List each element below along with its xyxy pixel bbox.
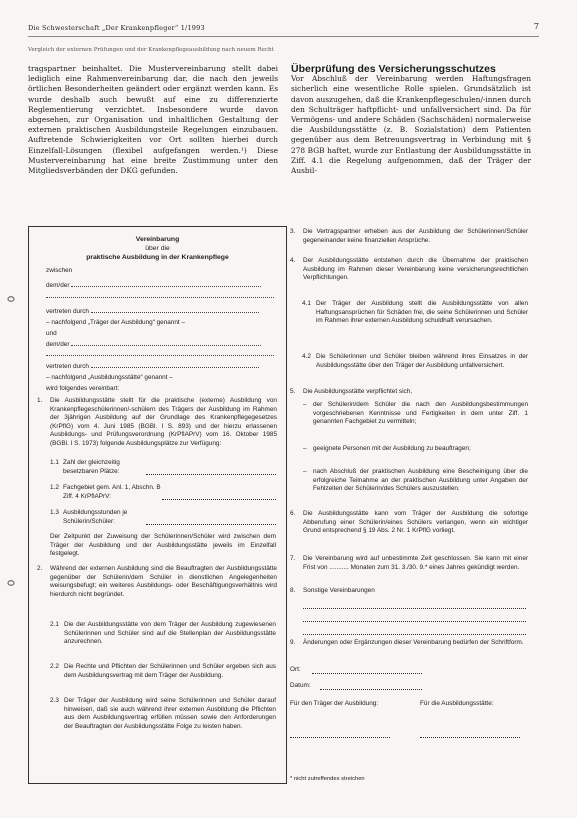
journal-header: Die Schwesterschaft „Der Krankenpfleger“ 1/1993 <box>28 24 205 32</box>
place-field[interactable]: Ort: <box>290 666 528 676</box>
clause-5-dash-3: – nach Abschluß der praktischen Ausbildung eine Bescheinigung über die erfolgreiche Teilnahme an der praktischen Ausbildung unter Angaben der Fehlzeiten der Schülerin/des Schülers auszustellen. <box>303 468 528 493</box>
clause-7: 7. Die Vereinbarung wird auf unbestimmte Zeit geschlossen. Sie kann mit einer Frist von ........... Monaten zum 31. 3./30. 9.* eines Jahres gekündigt werden. <box>290 555 528 571</box>
signature-traeger[interactable]: Für den Träger der Ausbildung: <box>290 700 379 707</box>
clause-4-2: 4.2 Die Schülerinnen und Schüler bleiben während ihres Einsatzes in der Ausbildungsstätte über den Träger der Ausbildung unfallversichert. <box>302 353 528 369</box>
section-title: Überprüfung des Versicherungsschutzes <box>291 63 496 75</box>
clause-5-dash-2: – geeignete Personen mit der Ausbildung zu beauftragen; <box>303 445 471 452</box>
clause-1-1[interactable]: 1.1 Zahl der gleichzeitig besetzbaren Plätze: <box>50 459 276 479</box>
clause-5: 5. Die Ausbildungsstätte verpflichtet sich, <box>290 388 413 395</box>
body-text-left: tragspartner beinhaltet. Die Mustervereinbarung stellt dabei lediglich eine Rahmenvereinbarung dar, die nach den jeweils örtlichen Besonderheiten geändert oder ergänzt werden kann. Es wurde deshalb auch bewußt auf eine zu differenzierte Reglementierung verzichtet. Insbesondere wurde davon abgesehen, zur Organisation und inhaltlichen Gestaltung der externen praktischen Ausbildungsteile Regelungen einzubauen. Auftretende Schwierigkeiten vor Ort sollten hierbei durch Einzelfall-Lösungen (flexibel aufgefangen werden.¹) Diese Mustervereinbarung hat eine breite Zustimmung unter den Mitgliedsverbänden der DKG gefunden. <box>28 64 278 176</box>
zwischen-label: zwischen <box>46 267 73 274</box>
page-number: 7 <box>533 22 539 31</box>
signature-stelle[interactable]: Für die Ausbildungsstätte: <box>420 700 494 707</box>
traeger-label: – nachfolgend „Träger der Ausbildung“ genannt – <box>46 319 186 326</box>
signature-line-left[interactable] <box>290 730 390 738</box>
footnote: * nicht zutreffendes streichen <box>290 776 365 782</box>
clause-1-3[interactable]: 1.3 Ausbildungsstunden je Schülerin/Schüler: <box>50 509 276 529</box>
signature-line-right[interactable] <box>420 730 520 738</box>
party2-field[interactable]: dem/der <box>46 341 278 350</box>
clause-2-3: 2.3 Der Träger der Ausbildung wird seine Schülerinnen und Schüler darauf hinweisen, daß sie auch während ihrer externen Ausbildung die Pflichten aus dem Ausbildungsvertrag erfüllen müssen sowie den Anforderungen der Beauftragten der Ausbildungsstätte Folge zu leisten haben. <box>50 697 276 730</box>
agreement-form-left <box>28 226 287 784</box>
stelle-label: – nachfolgend „Ausbildungsstätte“ genannt – <box>46 374 173 381</box>
other-agreements-line-3[interactable] <box>303 627 526 635</box>
body-text-right: Überprüfung des Versicherungsschutzes Vor Abschluß der Vereinbarung werden Haftungsfragen sicherlich eine wesentliche Rolle spielen. Grundsätzlich ist davon auszugehen, daß die Krankenpflegeschulen/-innen durch den Schulträger haftpflicht- und unfallversichert sind. Da für Vermögens- und andere Schäden (Sachschäden) normalerweise die Ausbildungsstätte (z. B. Sozialstation) dem Patienten gegenüber aus dem Betreuungsvertrag in Verbindung mit § 278 BGB haftet, wurde zur Entlastung der Ausbildungsstätte in Ziff. 4.1 die Regelung aufgenommen, daß der Träger der Ausbil- <box>291 63 531 176</box>
party1-represented-field[interactable]: vertreten durch <box>46 308 278 317</box>
clause-9: 9. Änderungen oder Ergänzungen dieser Vereinbarung bedürfen der Schriftform. <box>290 639 524 646</box>
clause-2: 2. Während der externen Ausbildung sind die Beauftragten der Ausbildungsstätte gegenüber der Schülerin/dem Schüler in dienstlichen Angelegenheiten weisungsbefugt; ein weiteres Ausbildungs- oder Beschäftigungsverhältnis wird hierdurch nicht begründet. <box>37 565 277 598</box>
party2-represented-field[interactable]: vertreten durch <box>46 363 278 372</box>
party2-extra-line[interactable] <box>46 351 278 360</box>
party1-extra-line[interactable] <box>46 293 278 302</box>
party1-field[interactable]: dem/der <box>46 282 278 291</box>
clause-5-dash-1: – der Schülerin/dem Schüler die nach den Ausbildungsbestimmungen vorgeschriebenen Kenntnisse und Fertigkeiten in dem unter Ziff. 1 genannten Fachgebiet zu vermitteln; <box>303 401 528 426</box>
clause-8: 8. Sonstige Vereinbarungen <box>290 587 375 594</box>
clause-1-note: Der Zeitpunkt der Zuweisung der Schülerinnen/Schüler wird zwischen dem Träger der Ausbildung und der Ausbildungsstätte jeweils im Einzelfall festgelegt. <box>50 533 276 558</box>
clause-4: 4. Der Ausbildungsstätte entstehen durch die Übernahme der praktischen Ausbildung im Rahmen dieser Vereinbarung keine versicherungsrechtlichen Verpflichtungen. <box>290 257 528 282</box>
form-title: Vereinbarung über die praktische Ausbildung in der Krankenpflege <box>86 236 229 261</box>
date-field[interactable]: Datum: <box>290 682 528 692</box>
punch-hole-icon <box>6 289 16 299</box>
clause-2-2: 2.2 Die Rechte und Pflichten der Schülerinnen und Schüler ergeben sich aus dem Ausbildungsvertrag mit dem Träger der Ausbildung. <box>50 663 276 679</box>
clause-6: 6. Die Ausbildungsstätte kann vom Träger der Ausbildung die sofortige Abberufung einer Schülerin/eines Schülers verlangen, wenn ein wichtiger Grund entsprechend § 19 Abs. 2 Nr. 1 KrPflG vorliegt. <box>290 510 528 535</box>
clause-4-1: 4.1 Der Träger der Ausbildung stellt die Ausbildungsstätte von allen Haftungsansprüchen für Schäden frei, die seine Schülerinnen und Schüler im Rahmen ihrer externen Ausbildung schuldhaft verursachen. <box>302 300 528 325</box>
header-rule <box>28 36 539 37</box>
punch-hole-icon <box>6 573 16 583</box>
vereinbart-label: wird folgendes vereinbart: <box>46 385 120 392</box>
other-agreements-line-1[interactable] <box>303 601 526 609</box>
und-label: und <box>46 330 57 337</box>
clause-2-1: 2.1 Die der Ausbildungsstätte von dem Träger der Ausbildung zugewiesenen Schülerinnen und Schüler sind auf die Stellenplan der Ausbildungsstätte anzurechnen. <box>50 621 276 646</box>
other-agreements-line-2[interactable] <box>303 614 526 622</box>
header-subtitle: Vergleich der externen Prüfungen und der Krankenpflegeausbildung nach neuem Recht <box>28 47 274 53</box>
clause-1: 1. Die Ausbildungsstätte stellt für die praktische (externe) Ausbildung von Krankenpflegeschülerinnen/-schülern des Trägers der Ausbildung im Rahmen der 3jährigen Ausbildung auf der Grundlage des Krankenpflegegesetzes (KrPflG) vom 4. Juni 1985 (BGBl. I S. 893) und der hierzu erlassenen Ausbildungs- und Prüfungsverordnung (KrPflAPrV) vom 16. Oktober 1985 (BGBl. I S. 1973) folgende Ausbildungsplätze zur Verfügung: <box>37 397 277 447</box>
clause-1-2[interactable]: 1.2 Fachgebiet gem. Anl. 1, Abschn. B Ziff. 4 KrPflAPrV: <box>50 484 276 504</box>
clause-3: 3. Die Vertragspartner erheben aus der Ausbildung der Schülerinnen/Schüler gegeneinander keine finanziellen Ansprüche. <box>290 228 528 244</box>
